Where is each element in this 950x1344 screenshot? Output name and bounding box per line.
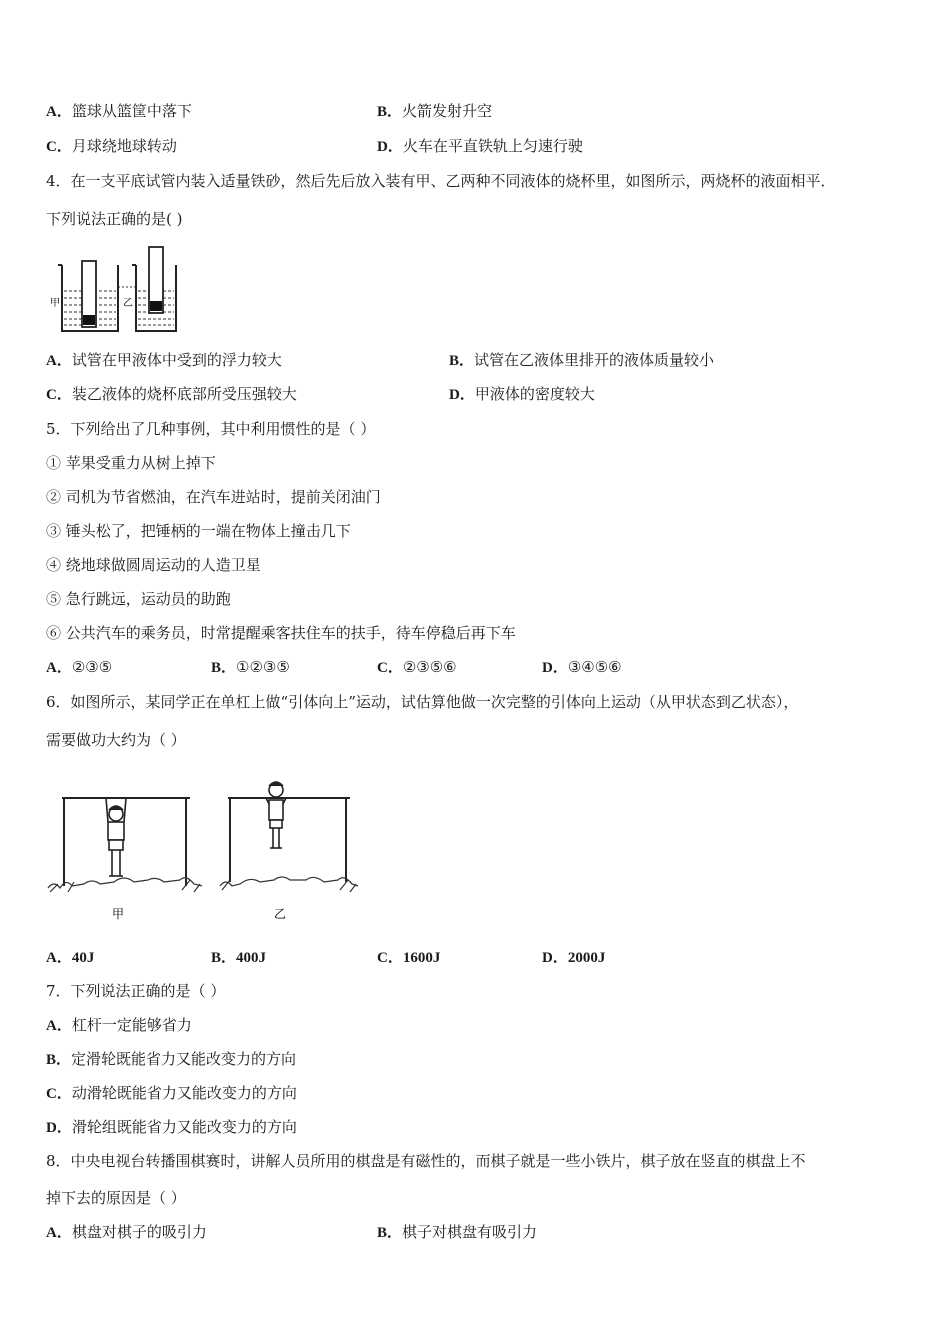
option-label: A． — [46, 950, 72, 966]
q8-stem-line-1: 8．中央电视台转播围棋赛时，讲解人员所用的棋盘是有磁性的，而棋子就是一些小铁片，棋子放在竖直的棋盘上不 — [46, 1152, 806, 1170]
option-label: A． — [46, 660, 72, 676]
q5-option-a — [46, 657, 112, 678]
q5-item: ② 司机为节省燃油，在汽车进站时，提前关闭油门 — [46, 488, 381, 506]
q8-option-b — [377, 1222, 537, 1243]
q3-option-c — [46, 136, 177, 157]
q7-option-a — [46, 1015, 192, 1036]
q6-option-c — [377, 947, 440, 968]
option-label: C． — [46, 1086, 72, 1102]
option-text: 试管在乙液体里排开的液体质量较小 — [474, 351, 715, 369]
q4-stem-line-2: 下列说法正确的是( ) — [46, 210, 183, 228]
option-text: 400J — [236, 950, 267, 966]
option-text: 40J — [71, 950, 95, 966]
q6-pullup-figure — [44, 776, 364, 924]
q7-option-c — [46, 1083, 297, 1104]
q6-option-a — [46, 947, 94, 968]
q5-option-b — [211, 657, 290, 678]
q7-option-b — [46, 1049, 296, 1070]
option-text: 甲液体的密度较大 — [474, 385, 595, 403]
option-text: ③④⑤⑥ — [567, 658, 622, 676]
fig-label-yi: 乙 — [274, 907, 287, 921]
option-text: 月球绕地球转动 — [71, 137, 177, 155]
option-label: B． — [211, 950, 237, 966]
option-text: 棋盘对棋子的吸引力 — [71, 1223, 207, 1241]
option-text: 动滑轮既能省力又能改变力的方向 — [71, 1084, 297, 1102]
q4-stem-line-1: 4．在一支平底试管内装入适量铁砂，然后先后放入装有甲、乙两种不同液体的烧杯里，如图所示，两烧杯的液面相平． — [46, 172, 836, 190]
option-text: 定滑轮既能省力又能改变力的方向 — [71, 1050, 297, 1068]
option-text: 篮球从篮筐中落下 — [71, 102, 192, 120]
q8-option-a — [46, 1222, 207, 1243]
q6-stem-line-1: 6．如图所示，某同学正在单杠上做“引体向上”运动，试估算他做一次完整的引体向上运动（从甲状态到乙状态）， — [46, 693, 799, 711]
q3-option-a — [46, 101, 192, 122]
option-label: B． — [377, 104, 403, 120]
option-label: A． — [46, 1018, 72, 1034]
q3-option-d — [377, 136, 583, 157]
q4-option-b — [449, 350, 714, 371]
option-label: D． — [46, 1120, 72, 1136]
q5-option-d — [542, 657, 622, 678]
option-label: D． — [377, 139, 403, 155]
q5-item: ③ 锤头松了，把锤柄的一端在物体上撞击几下 — [46, 522, 351, 540]
option-text: ②③⑤ — [71, 658, 113, 676]
q4-option-c — [46, 384, 297, 405]
q5-item: ⑤ 急行跳远，运动员的助跑 — [46, 590, 231, 608]
q8-stem-line-2: 掉下去的原因是（ ） — [46, 1189, 186, 1207]
option-text: 杠杆一定能够省力 — [71, 1016, 192, 1034]
q6-stem-line-2: 需要做功大约为（ ） — [46, 731, 186, 749]
option-label: B． — [377, 1225, 403, 1241]
option-text: 滑轮组既能省力又能改变力的方向 — [71, 1118, 297, 1136]
option-label: B． — [46, 1052, 72, 1068]
q5-stem: 5．下列给出了几种事例，其中利用惯性的是（ ） — [46, 420, 376, 438]
option-text: 火车在平直铁轨上匀速行驶 — [402, 137, 583, 155]
option-label: C． — [377, 950, 403, 966]
q5-item: ④ 绕地球做圆周运动的人造卫星 — [46, 556, 261, 574]
option-label: C． — [46, 139, 72, 155]
q6-option-d — [542, 947, 605, 968]
option-text: 1600J — [402, 950, 441, 966]
option-label: C． — [377, 660, 403, 676]
option-label: A． — [46, 104, 72, 120]
q7-option-d — [46, 1117, 297, 1138]
option-label: C． — [46, 387, 72, 403]
fig-label-jia: 甲 — [112, 907, 125, 921]
q4-option-a — [46, 350, 282, 371]
q4-beaker-figure — [50, 245, 190, 337]
q6-option-b — [211, 947, 266, 968]
option-label: D． — [449, 387, 475, 403]
option-label: A． — [46, 1225, 72, 1241]
option-label: D． — [542, 660, 568, 676]
q3-option-b — [377, 101, 492, 122]
fig-label-jia: 甲 — [50, 298, 60, 309]
option-text: 试管在甲液体中受到的浮力较大 — [71, 351, 282, 369]
option-text: 2000J — [567, 950, 606, 966]
option-text: ②③⑤⑥ — [402, 658, 457, 676]
q7-stem: 7．下列说法正确的是（ ） — [46, 982, 226, 1000]
fig-label-yi: 乙 — [123, 298, 133, 309]
option-label: B． — [449, 353, 475, 369]
option-label: B． — [211, 660, 237, 676]
option-text: ①②③⑤ — [236, 658, 290, 676]
q5-item: ① 苹果受重力从树上掉下 — [46, 454, 216, 472]
q5-option-c — [377, 657, 457, 678]
q5-item: ⑥ 公共汽车的乘务员，时常提醒乘客扶住车的扶手，待车停稳后再下车 — [46, 624, 516, 642]
option-text: 火箭发射升空 — [402, 102, 493, 120]
option-label: D． — [542, 950, 568, 966]
option-text: 棋子对棋盘有吸引力 — [402, 1223, 538, 1241]
q4-option-d — [449, 384, 595, 405]
option-label: A． — [46, 353, 72, 369]
option-text: 装乙液体的烧杯底部所受压强较大 — [71, 385, 297, 403]
